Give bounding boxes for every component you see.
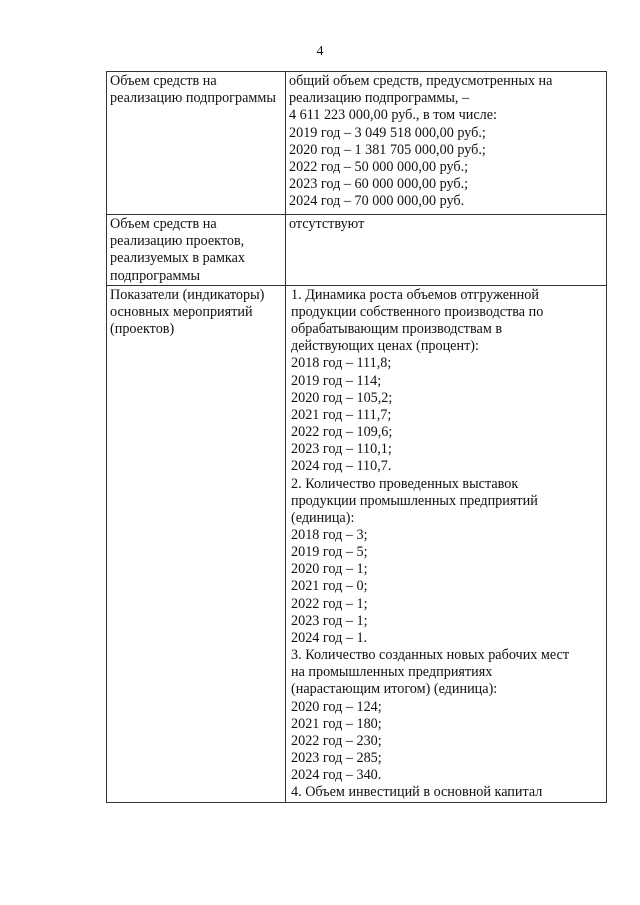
- value-line: действующих ценах (процент):: [291, 338, 479, 355]
- value-line: 2024 год – 1.: [291, 629, 368, 646]
- value-line: 2024 год – 70 000 000,00 руб.: [289, 193, 465, 210]
- value-line: 4. Объем инвестиций в основной капитал: [291, 784, 543, 801]
- value-line: обрабатывающим производствам в: [291, 321, 503, 338]
- value-line: реализацию подпрограммы, –: [289, 90, 470, 107]
- value-line: 2019 год – 3 049 518 000,00 руб.;: [289, 124, 486, 141]
- value-line: 2019 год – 5;: [291, 544, 368, 561]
- value-line: 2024 год – 110,7.: [291, 458, 392, 475]
- row-label-cell: [107, 215, 286, 286]
- row-value-cell: [286, 215, 607, 286]
- label-line: Объем средств на: [110, 216, 217, 232]
- value-line: (единица):: [291, 509, 355, 526]
- label-line: основных мероприятий: [110, 304, 253, 321]
- value-line: 2020 год – 105,2;: [291, 389, 393, 406]
- value-line: 4 611 223 000,00 руб., в том числе:: [289, 107, 497, 124]
- value-line: 2. Количество проведенных выставок: [291, 475, 519, 492]
- value-line: 2020 год – 124;: [291, 698, 382, 715]
- label-line: реализацию проектов,: [110, 233, 245, 250]
- value-line: 2023 год – 1;: [291, 612, 368, 629]
- value-line: 1. Динамика роста объемов отгруженной: [291, 286, 539, 303]
- value-line: 2022 год – 1;: [291, 595, 368, 612]
- value-line: общий объем средств, предусмотренных на: [289, 73, 553, 89]
- value-line: 2018 год – 3;: [291, 527, 368, 543]
- row-value-cell: [286, 72, 607, 215]
- value-line: 2018 год – 111,8;: [291, 355, 392, 372]
- subprogram-passport-table: [106, 71, 607, 803]
- value-line: 2020 год – 1;: [291, 561, 368, 578]
- label-line: подпрограммы: [110, 267, 200, 284]
- label-line: реализуемых в рамках: [110, 250, 246, 267]
- value-line: 2021 год – 111,7;: [291, 406, 392, 423]
- value-line: продукции промышленных предприятий: [291, 492, 538, 509]
- value-line: 2021 год – 0;: [291, 578, 368, 595]
- value-line: 2022 год – 50 000 000,00 руб.;: [289, 159, 469, 176]
- table-row-funding-volume: [107, 72, 607, 215]
- value-line: 2022 год – 109,6;: [291, 424, 393, 441]
- label-line: Показатели (индикаторы): [110, 286, 265, 303]
- value-line: отсутствуют: [289, 216, 365, 232]
- page-number: 4: [316, 44, 324, 59]
- label-line: реализацию подпрограммы: [110, 90, 276, 107]
- row-value-cell: [286, 285, 607, 802]
- table-row-project-funding: [107, 215, 607, 286]
- table-row-indicators: [107, 285, 607, 802]
- value-line: 2024 год – 340.: [291, 767, 382, 784]
- value-line: 2022 год – 230;: [291, 732, 382, 749]
- row-label-cell: [107, 285, 286, 802]
- label-line: (проектов): [110, 321, 175, 338]
- value-line: 2023 год – 285;: [291, 750, 382, 767]
- row-label-cell: [107, 72, 286, 215]
- value-line: (нарастающим итогом) (единица):: [291, 681, 498, 698]
- value-line: 2020 год – 1 381 705 000,00 руб.;: [289, 141, 486, 158]
- label-line: Объем средств на: [110, 73, 217, 89]
- value-line: 2023 год – 110,1;: [291, 441, 392, 458]
- value-line: 2019 год – 114;: [291, 372, 382, 389]
- value-line: 3. Количество созданных новых рабочих мест: [291, 647, 570, 664]
- value-line: на промышленных предприятиях: [291, 664, 493, 681]
- value-line: продукции собственного производства по: [291, 303, 544, 320]
- value-line: 2021 год – 180;: [291, 715, 382, 732]
- value-line: 2023 год – 60 000 000,00 руб.;: [289, 176, 469, 193]
